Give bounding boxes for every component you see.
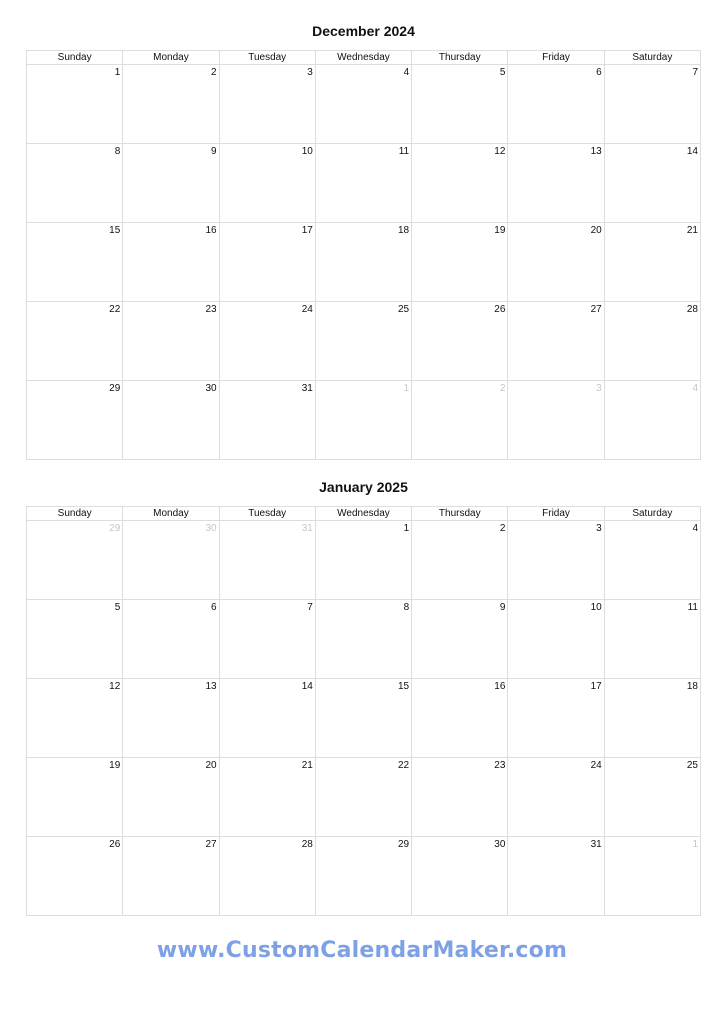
day-number: 24 [590,760,602,771]
day-cell[interactable] [219,65,315,144]
day-number: 19 [109,760,121,771]
day-cell-other-month[interactable] [412,381,508,460]
week-row [27,521,701,600]
day-number: 10 [590,602,602,613]
weekday-header: Friday [508,51,604,65]
day-number: 31 [590,839,602,850]
day-cell[interactable] [123,381,219,460]
week-row [27,65,701,144]
day-cell[interactable] [315,837,411,916]
day-cell[interactable] [123,837,219,916]
week-row [27,302,701,381]
day-cell[interactable] [508,223,604,302]
day-number: 24 [301,304,313,315]
day-number: 15 [398,681,410,692]
day-cell[interactable] [508,837,604,916]
day-cell[interactable] [315,144,411,223]
day-number: 6 [211,602,217,613]
day-number: 13 [590,146,602,157]
day-cell[interactable] [412,679,508,758]
day-cell[interactable] [219,302,315,381]
day-number: 10 [301,146,313,157]
day-number: 14 [301,681,313,692]
day-number: 30 [205,523,217,534]
day-number: 3 [596,523,602,534]
day-cell[interactable] [604,144,700,223]
day-cell[interactable] [219,679,315,758]
day-cell[interactable] [315,679,411,758]
day-number: 26 [494,304,506,315]
day-cell[interactable] [315,758,411,837]
day-number: 22 [109,304,121,315]
weekday-header-row [27,507,701,521]
day-cell[interactable] [27,600,123,679]
day-cell[interactable] [123,65,219,144]
day-number: 4 [403,67,410,78]
weekday-header: Tuesday [219,51,315,65]
day-cell[interactable] [412,302,508,381]
day-cell[interactable] [315,600,411,679]
day-number: 29 [109,523,121,534]
month-title: December 2024 [312,23,415,39]
day-cell[interactable] [27,65,123,144]
day-number: 26 [109,839,121,850]
day-cell[interactable] [219,144,315,223]
weekday-header: Tuesday [219,507,315,521]
day-cell-other-month[interactable] [315,381,411,460]
day-cell[interactable] [219,837,315,916]
weekday-header: Friday [508,507,604,521]
day-number: 16 [205,225,217,236]
day-cell[interactable] [27,144,123,223]
day-number: 12 [109,681,121,692]
day-number: 30 [494,839,506,850]
website-watermark[interactable]: www.CustomCalendarMaker.com [156,938,568,963]
day-number: 23 [205,304,217,315]
day-number: 27 [590,304,602,315]
day-cell[interactable] [315,65,411,144]
day-number: 20 [205,760,217,771]
day-number: 15 [109,225,121,236]
day-number: 1 [114,67,121,78]
day-number: 2 [211,67,217,78]
day-number: 2 [499,383,506,394]
week-row [27,223,701,302]
day-cell[interactable] [219,600,315,679]
day-cell-other-month[interactable] [604,837,700,916]
day-cell-other-month[interactable] [219,521,315,600]
month-grid [26,50,701,460]
day-cell[interactable] [123,144,219,223]
day-cell[interactable] [123,223,219,302]
day-cell[interactable] [508,65,604,144]
day-cell[interactable] [315,302,411,381]
day-cell[interactable] [219,223,315,302]
day-number: 19 [494,225,506,236]
day-cell[interactable] [412,600,508,679]
day-number: 25 [398,304,410,315]
day-cell-other-month[interactable] [604,381,700,460]
day-number: 17 [301,225,313,236]
day-number: 31 [301,523,313,534]
day-number: 20 [590,225,602,236]
day-number: 18 [686,681,698,692]
day-number: 29 [398,839,410,850]
day-cell[interactable] [604,223,700,302]
day-number: 28 [686,304,698,315]
day-number: 7 [307,602,313,613]
weekday-header: Wednesday [315,51,411,65]
day-number: 16 [494,681,506,692]
day-number: 25 [686,760,698,771]
day-number: 27 [205,839,217,850]
week-row [27,837,701,916]
day-number: 5 [114,602,121,613]
day-cell-other-month[interactable] [123,521,219,600]
month-title: January 2025 [319,479,408,495]
day-cell[interactable] [604,600,700,679]
day-number: 29 [109,383,121,394]
day-number: 21 [301,760,313,771]
day-number: 7 [692,67,698,78]
day-cell[interactable] [604,302,700,381]
day-cell[interactable] [412,65,508,144]
day-cell[interactable] [412,144,508,223]
day-cell[interactable] [508,302,604,381]
weekday-header: Saturday [604,507,700,521]
day-number: 8 [403,602,410,613]
day-cell[interactable] [604,758,700,837]
month-grid [26,506,701,916]
week-row [27,679,701,758]
day-number: 3 [596,383,602,394]
day-number: 31 [301,383,313,394]
day-number: 17 [590,681,602,692]
weekday-header: Thursday [412,507,508,521]
day-cell[interactable] [412,758,508,837]
day-number: 21 [686,225,698,236]
day-number: 9 [499,602,506,613]
day-cell[interactable] [219,758,315,837]
day-cell[interactable] [123,679,219,758]
day-cell[interactable] [219,381,315,460]
day-cell-other-month[interactable] [27,521,123,600]
day-number: 2 [499,523,506,534]
weekday-header: Saturday [604,51,700,65]
day-number: 1 [403,383,410,394]
day-number: 12 [494,146,506,157]
day-cell[interactable] [412,521,508,600]
weekday-header: Wednesday [315,507,411,521]
day-cell[interactable] [508,758,604,837]
week-row [27,381,701,460]
day-cell[interactable] [27,223,123,302]
day-cell[interactable] [412,837,508,916]
day-cell[interactable] [27,679,123,758]
day-number: 5 [499,67,506,78]
day-number: 11 [687,602,698,613]
weekday-header: Sunday [27,507,123,521]
day-cell[interactable] [508,521,604,600]
day-cell[interactable] [604,521,700,600]
day-number: 18 [398,225,410,236]
day-number: 23 [494,760,506,771]
day-number: 4 [692,383,698,394]
day-number: 30 [205,383,217,394]
weekday-header-row [27,51,701,65]
day-cell[interactable] [508,679,604,758]
day-number: 9 [211,146,217,157]
day-cell[interactable] [315,223,411,302]
day-number: 22 [398,760,410,771]
day-number: 8 [114,146,121,157]
weekday-header: Thursday [412,51,508,65]
day-cell[interactable] [27,758,123,837]
day-cell[interactable] [508,144,604,223]
week-row [27,600,701,679]
day-cell[interactable] [27,837,123,916]
day-cell[interactable] [27,381,123,460]
week-row [27,144,701,223]
day-number: 28 [301,839,313,850]
weekday-header: Monday [123,507,219,521]
day-number: 1 [403,523,410,534]
weekday-header: Monday [123,51,219,65]
day-cell[interactable] [123,600,219,679]
day-cell[interactable] [604,65,700,144]
day-number: 1 [692,839,698,850]
day-number: 6 [596,67,602,78]
day-cell[interactable] [412,223,508,302]
weekday-header: Sunday [27,51,123,65]
day-cell[interactable] [123,302,219,381]
day-cell[interactable] [123,758,219,837]
week-row [27,758,701,837]
day-cell[interactable] [604,679,700,758]
day-cell[interactable] [27,302,123,381]
day-number: 13 [205,681,217,692]
day-number: 14 [686,146,698,157]
day-cell[interactable] [508,600,604,679]
day-number: 3 [307,67,313,78]
day-cell-other-month[interactable] [508,381,604,460]
day-number: 4 [692,523,698,534]
day-number: 11 [398,146,410,157]
day-cell[interactable] [315,521,411,600]
